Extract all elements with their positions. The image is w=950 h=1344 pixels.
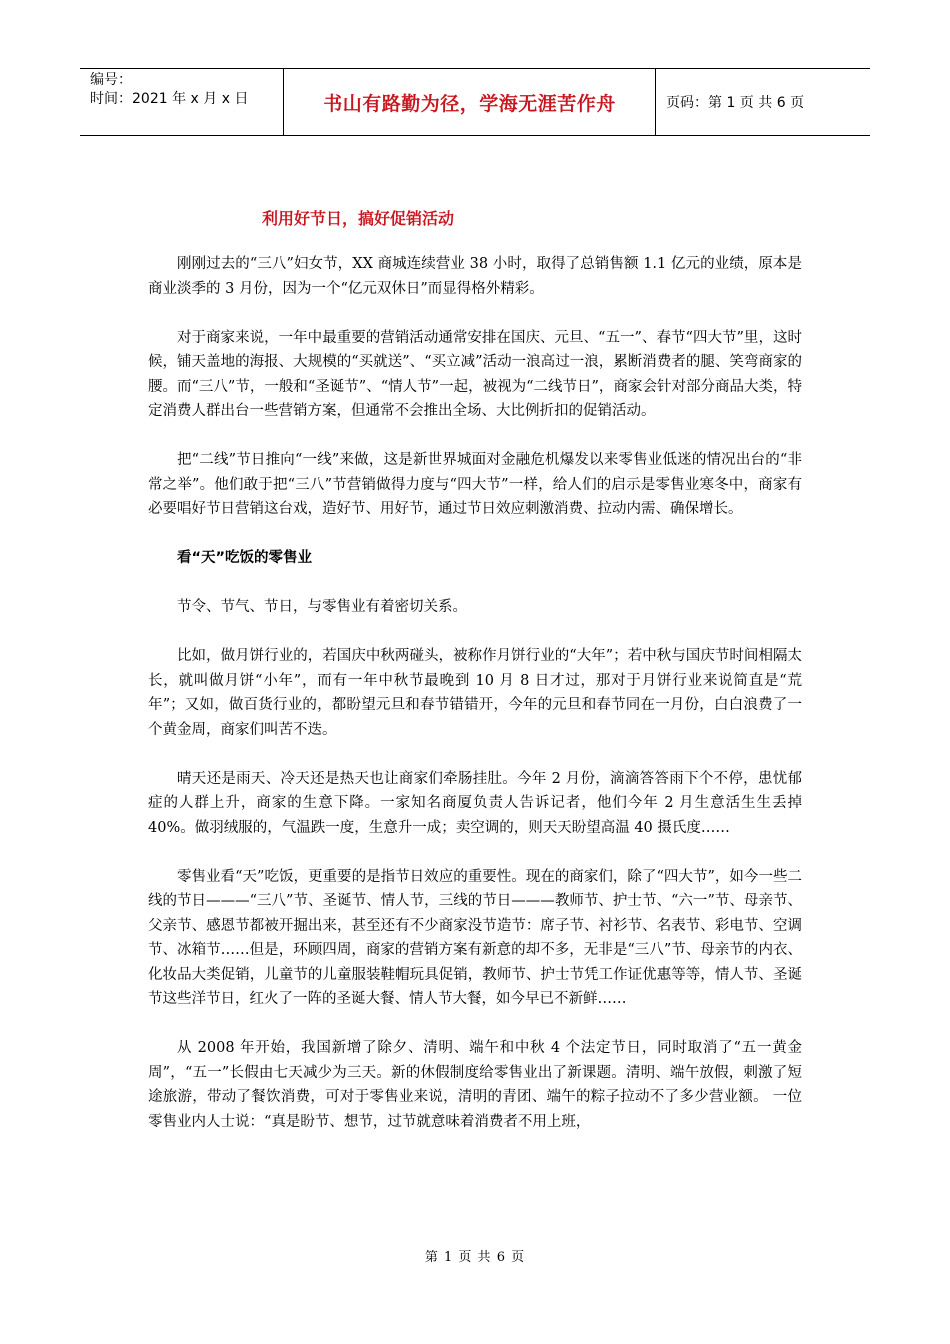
paragraph-1: 刚刚过去的“三八”妇女节，XX 商城连续营业 38 小时，取得了总销售额 1.1 亿元的业绩，原本是商业淡季的 3 月份，因为一个“亿元双休日”而显得格外精彩。	[148, 256, 802, 297]
document-header	[80, 68, 870, 136]
number-label: 编号：	[90, 72, 132, 88]
article-title: 利用好节日，搞好促销活动	[262, 209, 455, 228]
paragraph-5: 比如，做月饼行业的，若国庆中秋两碰头，被称作月饼行业的“大年”；若中秋与国庆节时间相隔太长，就叫做月饼“小年”，而有一年中秋节最晚到 10 月 8 日才过，那对于月饼行业来说简直是“荒年”；又如，做百货行业的，都盼望元旦和春节错错开，今年的元旦和春节同在一月份，白白浪费了一个黄金周，商家们叫苦不迭。	[148, 648, 802, 738]
section-heading: 看“天”吃饭的零售业	[177, 550, 313, 566]
paragraph-3: 把“二线”节日推向“一线”来做，这是新世界城面对金融危机爆发以来零售业低迷的情况出台的“非常之举”。他们敢于把“三八”节营销做得力度与“四大节”一样，给人们的启示是零售业寒冬中，商家有必要唱好节日营销这台戏，造好节、用好节，通过节日效应刺激消费、拉动内需、确保增长。	[148, 452, 802, 517]
paragraph-8: 从 2008 年开始，我国新增了除夕、清明、端午和中秋 4 个法定节日，同时取消了“五一黄金周”，“五一”长假由七天减少为三天。新的休假制度给零售业出了新课题。清明、端午放假，刺激了短途旅游，带动了餐饮消费，可对于零售业来说，清明的青团、端午的粽子拉动不了多少营业额。 一位零售业内人士说：“真是盼节、想节，过节就意味着消费者不用上班，	[148, 1040, 802, 1130]
paragraph-6: 晴天还是雨天、冷天还是热天也让商家们牵肠挂肚。今年 2 月份，滴滴答答雨下个不停，患忧郁症的人群上升，商家的生意下降。一家知名商厦负责人告诉记者，他们今年 2 月生意活生生丢掉 40%。做羽绒服的，气温跌一度，生意升一成；卖空调的，则天天盼望高温 40 摄氏度……	[148, 770, 802, 836]
header-meta	[80, 69, 283, 135]
paragraph-7: 零售业看“天”吃饭，更重要的是指节日效应的重要性。现在的商家们，除了“四大节”，如今一些二线的节日———“三八”节、圣诞节、情人节，三线的节日———教师节、护士节、“六一”节、母亲节、父亲节、感恩节都被开掘出来，甚至还有不少商家没节造节：席子节、衬衫节、名表节、彩电节、空调节、冰箱节……但是，环顾四周，商家的营销方案有新意的却不多，无非是“三八”节、母亲节的内衣、化妆品大类促销，儿童节的儿童服装鞋帽玩具促销，教师节、护士节凭工作证优惠等等，情人节、圣诞节这些洋节日，红火了一阵的圣诞大餐、情人节大餐，如今早已不新鲜……	[148, 868, 802, 1007]
header-motto: 书山有路勤为径，学海无涯苦作舟	[283, 69, 656, 135]
page-footer: 第 1 页 共 6 页	[424, 1250, 526, 1265]
paragraph-2: 对于商家来说，一年中最重要的营销活动通常安排在国庆、元旦、“五一”、春节“四大节”里，这时候，铺天盖地的海报、大规模的“买就送”、“买立减”活动一浪高过一浪，累断消费者的腿、笑弯商家的腰。而“三八”节，一般和“圣诞节”、“情人节”一起，被视为“二线节日”，商家会针对部分商品大类，特定消费人群出台一些营销方案，但通常不会推出全场、大比例折扣的促销活动。	[148, 329, 802, 419]
header-page-label: 页码：第 1 页 共 6 页	[666, 95, 805, 111]
paragraph-4: 节令、节气、节日，与零售业有着密切关系。	[177, 599, 467, 615]
article-body	[148, 252, 802, 1159]
time-label: 时间：2021 年 x 月 x 日	[90, 91, 249, 107]
